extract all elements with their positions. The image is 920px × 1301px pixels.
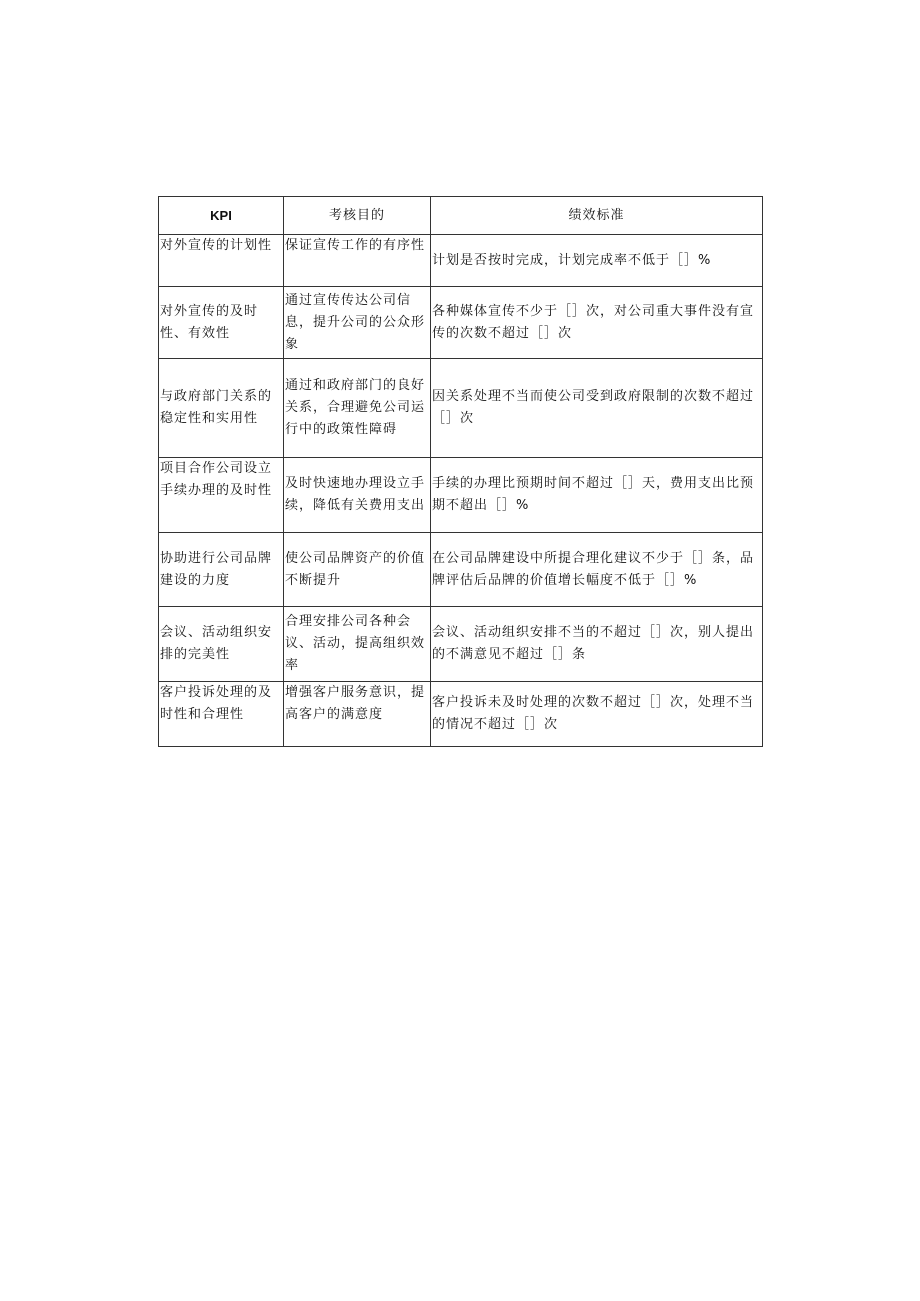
cell-standard: 因关系处理不当而使公司受到政府限制的次数不超过［］次 [431, 359, 763, 458]
cell-kpi: 协助进行公司品牌建设的力度 [159, 533, 284, 607]
cell-kpi: 对外宣传的计划性 [159, 235, 284, 287]
cell-kpi: 会议、活动组织安排的完美性 [159, 607, 284, 682]
cell-kpi: 与政府部门关系的稳定性和实用性 [159, 359, 284, 458]
header-purpose: 考核目的 [284, 197, 431, 235]
table-row [159, 458, 763, 533]
header-standard: 绩效标准 [431, 197, 763, 235]
cell-standard: 计划是否按时完成，计划完成率不低于［］% [431, 235, 763, 287]
cell-purpose: 增强客户服务意识，提高客户的满意度 [284, 682, 431, 747]
cell-purpose: 使公司品牌资产的价值不断提升 [284, 533, 431, 607]
cell-standard: 客户投诉未及时处理的次数不超过［］次，处理不当的情况不超过［］次 [431, 682, 763, 747]
table-row [159, 533, 763, 607]
cell-purpose: 及时快速地办理设立手续，降低有关费用支出 [284, 458, 431, 533]
table-header [159, 197, 763, 235]
table-row [159, 287, 763, 359]
cell-standard: 会议、活动组织安排不当的不超过［］次，别人提出的不满意见不超过［］条 [431, 607, 763, 682]
table-row [159, 607, 763, 682]
cell-purpose: 保证宣传工作的有序性 [284, 235, 431, 287]
table-body [159, 235, 763, 747]
header-kpi: KPI [159, 197, 284, 235]
table-row [159, 682, 763, 747]
cell-standard: 各种媒体宣传不少于［］次，对公司重大事件没有宣传的次数不超过［］次 [431, 287, 763, 359]
header-row [159, 197, 763, 235]
cell-purpose: 通过和政府部门的良好关系，合理避免公司运行中的政策性障碍 [284, 359, 431, 458]
cell-purpose: 合理安排公司各种会议、活动，提高组织效率 [284, 607, 431, 682]
cell-kpi: 对外宣传的及时性、有效性 [159, 287, 284, 359]
cell-standard: 手续的办理比预期时间不超过［］天，费用支出比预期不超出［］% [431, 458, 763, 533]
cell-kpi: 客户投诉处理的及时性和合理性 [159, 682, 284, 747]
cell-kpi: 项目合作公司设立手续办理的及时性 [159, 458, 284, 533]
kpi-table [158, 196, 763, 747]
table-row [159, 359, 763, 458]
cell-purpose: 通过宣传传达公司信息，提升公司的公众形象 [284, 287, 431, 359]
cell-standard: 在公司品牌建设中所提合理化建议不少于［］条，品牌评估后品牌的价值增长幅度不低于［］% [431, 533, 763, 607]
table-row [159, 235, 763, 287]
